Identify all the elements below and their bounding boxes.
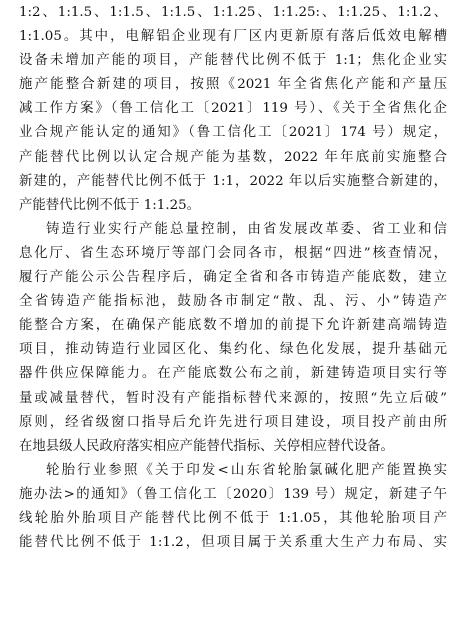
text-line: 1:2、1:1.5、1:1.5、1:1.5、1:1.25、1:1.25:、1:1.25、1:1.2、: [19, 5, 447, 20]
text-line: 铸造行业实行产能总量控制，由省发展改革委、省工业和信: [46, 221, 447, 237]
paragraph-aluminum-coke: [19, 1, 447, 218]
text-line: 在地县级人民政府落实相应产能替代指标、关停相应替代设备。: [19, 438, 394, 454]
text-line: 产能替代比例不低于 1:1.25。: [19, 197, 201, 213]
paragraph-casting: [19, 218, 447, 459]
text-line: 线轮胎外胎项目产能替代比例不低于 1:1.05，其他轮胎项目产: [19, 510, 447, 526]
text-line: 量或减量替代，暂时没有产能指标替代来源的，按照“先立后破”: [19, 390, 447, 406]
text-line: 能整合方案，在确保产能底数不增加的前提下允许新建高端铸造: [19, 318, 447, 334]
text-line: 施产能整合新建的项目，按照《2021 年全省焦化产能和产量压: [19, 77, 447, 93]
text-line: 设备未增加产能的项目，产能替代比例不低于 1:1；焦化企业实: [19, 53, 447, 69]
text-line: 产能替代比例以认定合规产能为基数，2022 年年底前实施整合: [19, 149, 447, 165]
text-line: 能替代比例不低于 1:1.2，但项目属于关系重大生产力布局、实: [19, 535, 447, 551]
text-line: 业合规产能认定的通知》（鲁工信化工〔2021〕174 号）规定，: [19, 125, 447, 141]
text-line: 项目，推动铸造行业园区化、集约化、绿色化发展，提升基础元: [19, 342, 447, 358]
text-line: 新建的，产能替代比例不低于 1:1，2022 年以后实施整合新建的，: [19, 173, 447, 189]
text-line: 息化厅、省生态环境厅等部门会同各市，根据“四进”核查情况，: [19, 245, 447, 261]
text-line: 1:1.05。其中，电解铝企业现有厂区内更新原有落后低效电解槽: [19, 29, 447, 45]
text-line: 减工作方案》（鲁工信化工〔2021〕119 号）、《关于全省焦化企: [19, 101, 447, 117]
text-line: 履行产能公示公告程序后，确定全省和各市铸造产能底数，建立: [19, 270, 447, 286]
text-line: 原则，经省级窗口指导后允许先进行项目建设，项目投产前由所: [19, 414, 447, 430]
text-line: 器件供应保障能力。在产能底数公布之前，新建铸造项目实行等: [19, 366, 447, 382]
text-line: 施办法>的通知》（鲁工信化工〔2020〕139 号）规定，新建子午: [19, 486, 447, 502]
text-line: 全省铸造产能指标池，鼓励各市制定“散、乱、污、小”铸造产: [19, 294, 447, 310]
paragraph-tire: [19, 459, 447, 555]
text-line: 轮胎行业参照《关于印发<山东省轮胎氯碱化肥产能置换实: [46, 462, 447, 478]
